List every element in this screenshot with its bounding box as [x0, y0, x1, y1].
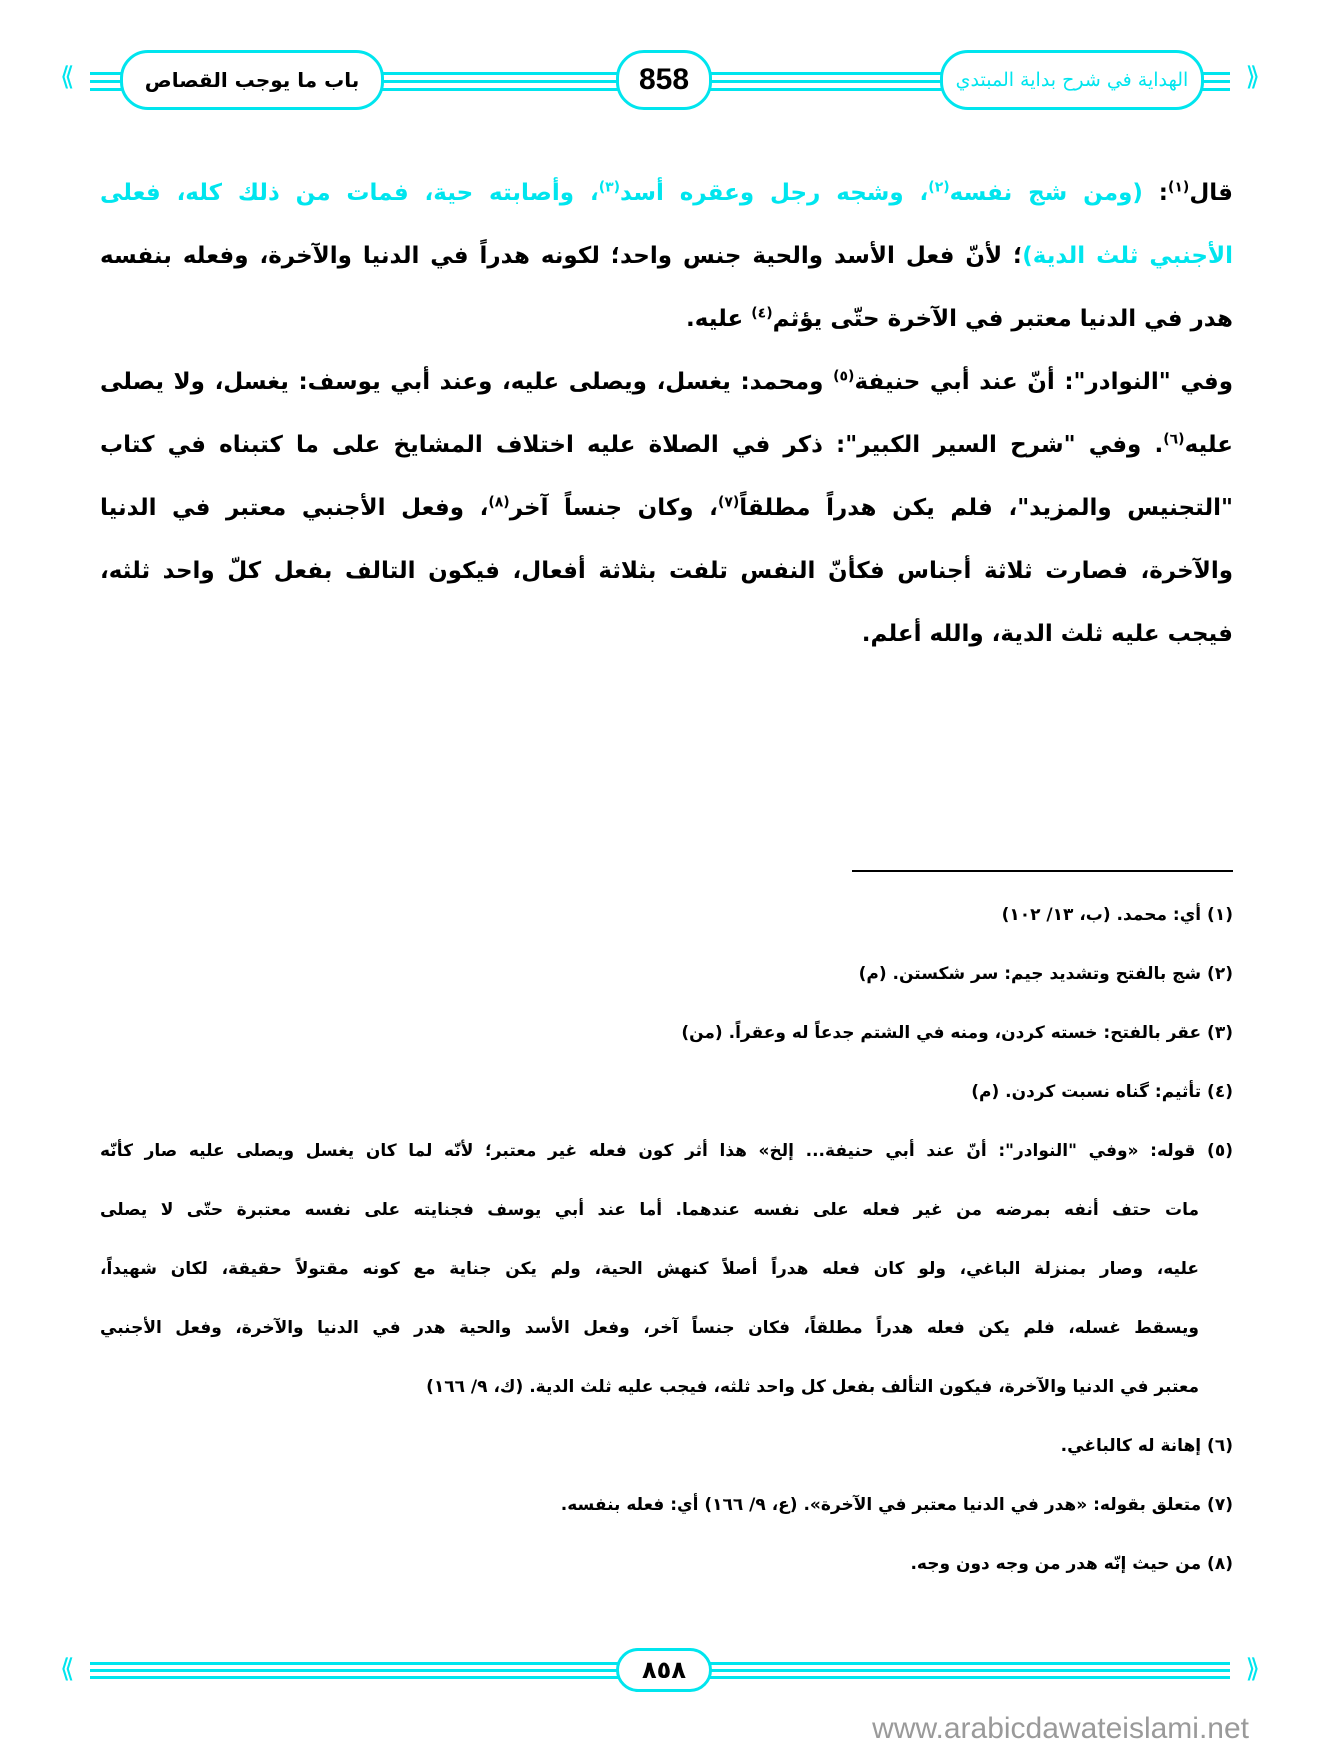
text: وفي "النوادر": أنّ عند أبي حنيفة [854, 369, 1233, 395]
page-header [60, 50, 1260, 110]
footer-page-number: ٨٥٨ [616, 1648, 712, 1692]
footnote-continuation: عليه، وصار بمنزلة الباغي، ولو كان فعله هدراً أصلاً كنهش الحية، ولم يكن جناية مع كونه مقتولاً حقيقة، لكان شهيداً، [100, 1259, 1199, 1279]
main-text [100, 168, 1233, 672]
footnote-ref[interactable]: (٧) [717, 494, 740, 511]
text-line [100, 357, 1233, 420]
ornament-icon: ⟫ [1245, 62, 1260, 92]
footnote-ref[interactable]: (٨) [488, 494, 510, 511]
footnote-ref[interactable]: (٢) [928, 179, 950, 196]
text: ومحمد: يغسل، ويصلى عليه، وعند أبي يوسف: يغسل، ولا يصلى [100, 369, 834, 395]
matn-text: (ومن شج نفسه [949, 180, 1143, 206]
page-number: 858 [616, 50, 712, 110]
ornament-icon: ⟫ [1245, 1654, 1260, 1684]
page-footer [60, 1648, 1260, 1692]
text: هدر في الدنيا معتبر في الآخرة حتّى يؤثم [772, 306, 1233, 332]
footnote: (٢) شج بالفتح وتشديد جيم: سر شكستن. (م) [858, 964, 1233, 984]
footnote: (٥) قوله: «وفي "النوادر": أنّ عند أبي حنيفة... إلخ» هذا أثر كون فعله غير معتبر؛ لأنّه لما كان يغسل ويصلى عليه صار كأنّه [100, 1141, 1233, 1161]
text: ، وكان جنساً آخر [509, 495, 718, 521]
text: قال [1189, 180, 1233, 206]
matn-text: الأجنبي ثلث الدية) [1022, 243, 1233, 269]
text: عليه. [686, 306, 752, 332]
text: "التجنيس والمزيد"، فلم يكن هدراً مطلقاً [739, 495, 1233, 521]
book-title-logo: الهداية في شرح بداية المبتدي [940, 50, 1204, 110]
matn-text: ، وشجه رجل وعقره أسد [620, 180, 929, 206]
text-line [100, 294, 1233, 357]
text: عليه [1184, 432, 1233, 458]
text: ، وفعل الأجنبي معتبر في الدنيا [100, 495, 489, 521]
footnote: (٤) تأثيم: گناه نسبت كردن. (م) [971, 1082, 1233, 1102]
text-line [100, 420, 1233, 483]
footnote-continuation: معتبر في الدنيا والآخرة، فيكون التألف بفعل كل واحد ثلثه، فيجب عليه ثلث الدية. (ك، ٩/ ١٦٦) [426, 1377, 1199, 1397]
footnote-ref[interactable]: (٤) [751, 305, 773, 322]
footnote: (٣) عقر بالفتح: خسته كردن، ومنه في الشتم جدعاً له وعقراً. (من) [681, 1023, 1233, 1043]
text-line [100, 231, 1233, 294]
ornament-icon: ⟪ [60, 62, 75, 92]
footnote-continuation: ويسقط غسله، فلم يكن فعله هدراً مطلقاً، فكان جنساً آخر، وفعل الأسد والحية هدر في الدنيا والآخرة، وفعل الأجنبي [100, 1318, 1199, 1338]
text-line: والآخرة، فصارت ثلاثة أجناس فكأنّ النفس تلفت بثلاثة أفعال، فيكون التالف بفعل كلّ واحد ثلثه، [100, 558, 1233, 584]
footnote-ref[interactable]: (٥) [833, 368, 855, 385]
text: ؛ لأنّ فعل الأسد والحية جنس واحد؛ لكونه هدراً في الدنيا والآخرة، وفعله بنفسه [100, 243, 1023, 269]
ornament-icon: ⟪ [60, 1654, 75, 1684]
text: : [1142, 180, 1168, 206]
text-line: فيجب عليه ثلث الدية، والله أعلم. [861, 621, 1233, 647]
footnote-ref[interactable]: (١) [1167, 179, 1190, 196]
chapter-title: باب ما يوجب القصاص [120, 50, 384, 110]
footnote-ref[interactable]: (٣) [598, 179, 621, 196]
matn-text: ، وأصابته حية، فمات من ذلك كله، فعلى [100, 180, 599, 206]
text-line [100, 168, 1233, 231]
text-line [100, 483, 1233, 546]
footnote-ref[interactable]: (٦) [1163, 431, 1185, 448]
footnote-continuation: مات حتف أنفه بمرضه من غير فعله على نفسه عندهما. أما عند أبي يوسف فجنايته على نفسه معتبرة حتّى لا يصلى [100, 1200, 1199, 1220]
website-watermark: www.arabicdawateislami.net [872, 1712, 1249, 1745]
text: . وفي "شرح السير الكبير": ذكر في الصلاة عليه اختلاف المشايخ على ما كتبناه في كتاب [100, 432, 1164, 458]
footnote: (٧) متعلق بقوله: «هدر في الدنيا معتبر في الآخرة». (ع، ٩/ ١٦٦) أي: فعله بنفسه. [560, 1495, 1233, 1515]
footnote: (٦) إهانة له كالباغي. [1060, 1436, 1233, 1456]
footnote-separator [852, 870, 1233, 872]
footnote: (١) أي: محمد. (ب، ١٣/ ١٠٢) [1001, 905, 1233, 925]
footnote: (٨) من حيث إنّه هدر من وجه دون وجه. [910, 1554, 1233, 1574]
footnotes [100, 895, 1233, 1603]
